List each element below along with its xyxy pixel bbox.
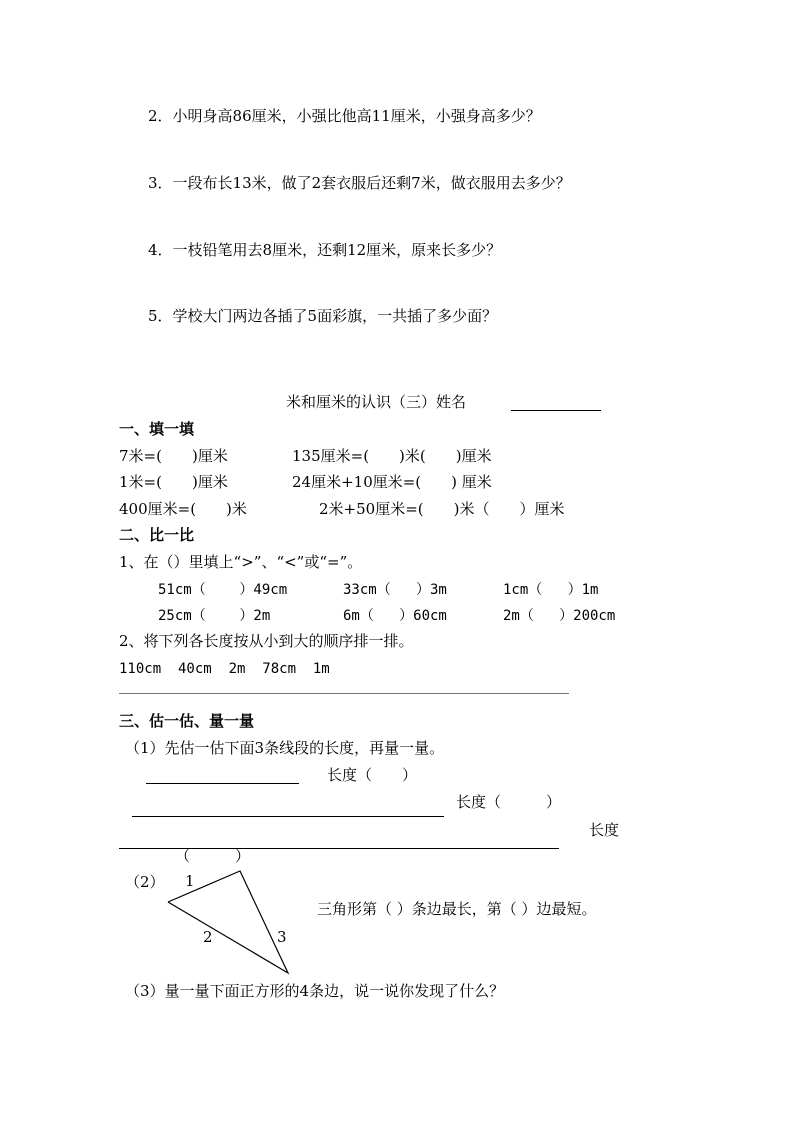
fill-item: 24厘米+10厘米=( ) 厘米: [292, 473, 492, 491]
estimate-instruction: （1）先估一估下面3条线段的长度，再量一量。: [125, 739, 445, 757]
worksheet-title: 米和厘米的认识（三）姓名: [286, 393, 467, 411]
compare-item: 33cm（ ）3m: [343, 582, 447, 598]
section-3-heading: 三、估一估、量一量: [119, 712, 255, 730]
word-problem-5: 5．学校大门两边各插了5面彩旗，一共插了多少面？: [148, 307, 498, 325]
triangle-side-1-label: 1: [185, 872, 195, 890]
fill-item: 400厘米=( )米: [119, 500, 247, 518]
fill-item: 2米+50厘米=( )米（ ）厘米: [319, 500, 565, 518]
segment-1: [146, 783, 299, 784]
segment-2: [132, 816, 444, 817]
compare-item: 25cm（ ）2m: [158, 608, 271, 624]
segment-3-length-paren: （ ）: [175, 847, 251, 865]
triangle-question-marker: （2）: [125, 873, 165, 891]
order-instruction: 2、将下列各长度按从小到大的顺序排一排。: [119, 632, 414, 650]
triangle-question: 三角形第（ ）条边最长，第（ ）边最短。: [317, 900, 597, 918]
compare-item: 2m（ ）200cm: [503, 608, 616, 624]
word-problem-4: 4．一枝铅笔用去8厘米，还剩12厘米，原来长多少？: [148, 241, 502, 259]
fill-item: 7米=( )厘米: [119, 447, 228, 465]
word-problem-3: 3．一段布长13米，做了2套衣服后还剩7米，做衣服用去多少？: [148, 174, 571, 192]
lengths-list: 110cm 40cm 2m 78cm 1m: [119, 661, 330, 677]
square-question: （3）量一量下面正方形的4条边，说一说你发现了什么？: [125, 982, 505, 1000]
fill-item: 1米=( )厘米: [119, 473, 228, 491]
name-blank-line[interactable]: [511, 410, 601, 411]
section-2-heading: 二、比一比: [119, 526, 195, 544]
triangle-diagram: [160, 868, 300, 980]
answer-line[interactable]: [119, 693, 569, 694]
triangle-side-3-label: 3: [277, 928, 287, 946]
triangle-side-2-label: 2: [203, 928, 213, 946]
segment-1-length-label: 长度（ ）: [327, 766, 418, 784]
fill-item: 135厘米=( )米( )厘米: [292, 447, 492, 465]
segment-2-length-label: 长度（ ）: [456, 793, 562, 811]
compare-item: 1cm（ ）1m: [503, 582, 599, 598]
section-1-heading: 一、填一填: [119, 420, 195, 438]
segment-3-length-label: 长度: [589, 821, 620, 839]
compare-instruction: 1、在（）里填上“>”、“<”或“=”。: [119, 553, 363, 571]
word-problem-2: 2．小明身高86厘米，小强比他高11厘米，小强身高多少？: [148, 107, 541, 125]
compare-item: 51cm（ ）49cm: [158, 582, 288, 598]
compare-item: 6m（ ）60cm: [343, 608, 447, 624]
